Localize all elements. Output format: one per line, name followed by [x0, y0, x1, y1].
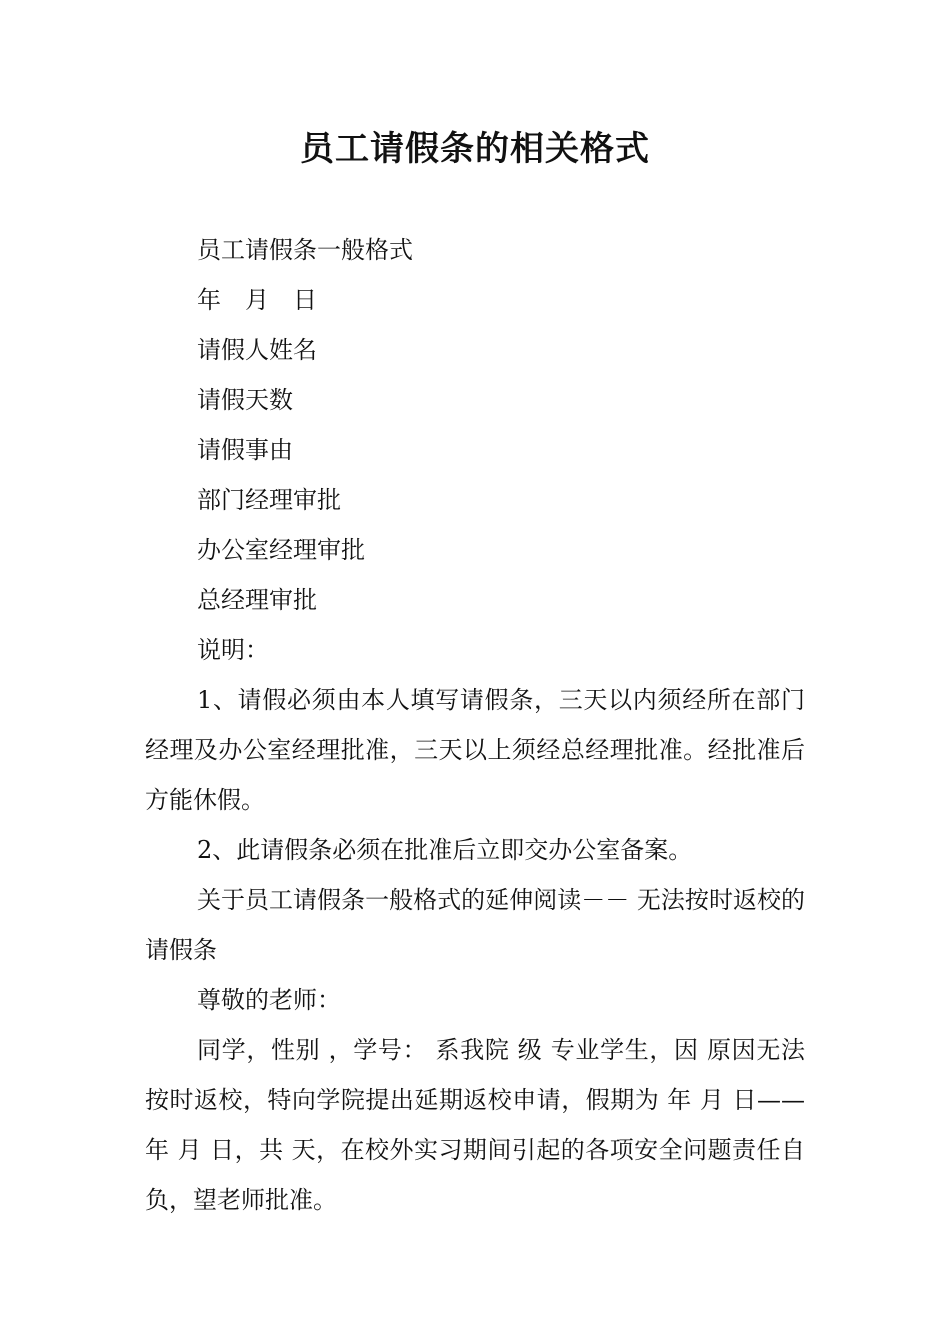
paragraph-gm-approval: 总经理审批: [197, 586, 317, 614]
paragraph-date: 年 月 日: [197, 286, 317, 314]
paragraph-note-2: 2、此请假条必须在批准后立即交办公室备案。: [197, 836, 693, 864]
document-title: 员工请假条的相关格式: [300, 129, 650, 169]
paragraph-leave-reason: 请假事由: [197, 436, 293, 464]
paragraph-office-approval: 办公室经理审批: [197, 536, 365, 564]
document-body: [145, 225, 805, 1225]
paragraph-notes-label: 说明：: [197, 636, 269, 664]
paragraph-note-1: 1、请假必须由本人填写请假条，三天以内须经所在部门经理及办公室经理批准，三天以上须经总经理批准。经批准后方能休假。: [145, 686, 805, 814]
paragraph-leave-days: 请假天数: [197, 386, 293, 414]
paragraph-salutation: 尊敬的老师：: [197, 986, 341, 1014]
paragraph-applicant-name: 请假人姓名: [197, 336, 317, 364]
paragraph-format-heading: 员工请假条一般格式: [197, 236, 413, 264]
paragraph-letter-body: 同学，性别 ，学号： 系我院 级 专业学生，因 原因无法按时返校，特向学院提出延期返校申请，假期为 年 月 日—— 年 月 日，共 天，在校外实习期间引起的各项安全问题责任自负，望老师批准。: [145, 1036, 805, 1214]
paragraph-extended-reading: 关于员工请假条一般格式的延伸阅读－－ 无法按时返校的请假条: [145, 886, 805, 964]
paragraph-dept-approval: 部门经理审批: [197, 486, 341, 514]
